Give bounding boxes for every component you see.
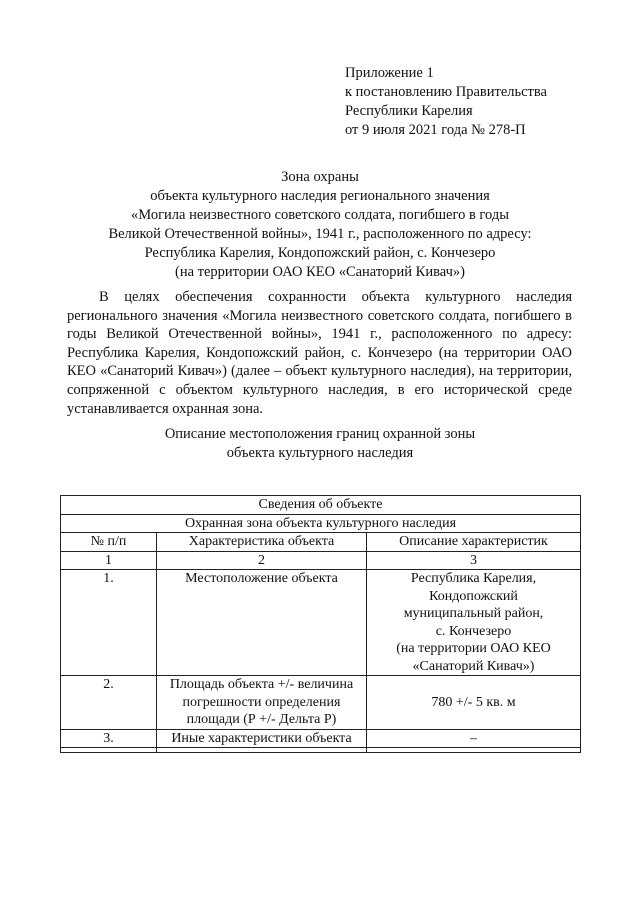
title-line: объекта культурного наследия регионального значения (150, 188, 490, 204)
row-description (367, 729, 581, 748)
column-number: 1 (61, 551, 157, 570)
appendix-line: от 9 июля 2021 года № 278-П (345, 122, 526, 138)
row-characteristic (157, 570, 367, 676)
section-heading (40, 425, 600, 463)
column-number: 2 (157, 551, 367, 570)
title-line: (на территории ОАО КЕО «Санаторий Кивач») (175, 264, 465, 280)
document-title (40, 168, 600, 282)
title-line: Республика Карелия, Кондопожский район, с. Кончезеро (144, 245, 496, 261)
appendix-block (345, 64, 547, 140)
column-number: 3 (367, 551, 581, 570)
row-description (367, 570, 581, 676)
gap-cell (157, 748, 367, 753)
table-column-headers (61, 533, 581, 552)
cell-line: Иные характеристики объекта (171, 730, 352, 746)
object-info-table (60, 495, 581, 753)
cell-line: – (470, 730, 477, 746)
gap-cell (367, 748, 581, 753)
appendix-line: Приложение 1 (345, 65, 434, 81)
column-header-description: Описание характеристик (367, 533, 581, 552)
title-line: Великой Отечественной войны», 1941 г., расположенного по адресу: (108, 226, 532, 242)
gap-cell (61, 748, 157, 753)
row-characteristic (157, 729, 367, 748)
table-column-numbers (61, 551, 581, 570)
row-number: 2. (61, 676, 157, 730)
cell-line: Кондопожский (429, 588, 518, 604)
cell-line: Республика Карелия, (410, 571, 537, 586)
section-heading-line: Описание местоположения границ охранной зоны (164, 426, 476, 442)
cell-line: Площадь объекта +/- величина (169, 677, 354, 692)
row-characteristic (157, 676, 367, 730)
column-header-characteristic: Характеристика объекта (157, 533, 367, 552)
row-number: 1. (61, 570, 157, 676)
cell-line: (на территории ОАО КЕО (396, 641, 551, 656)
title-line: «Могила неизвестного советского солдата, погибшего в годы (131, 207, 509, 223)
cell-line: Местоположение объекта (185, 571, 338, 586)
cell-line: муниципальный район, (403, 606, 544, 621)
cell-line: 780 +/- 5 кв. м (431, 694, 516, 710)
table-gap-row (61, 748, 581, 753)
cell-line: площади (Р +/- Дельта Р) (186, 712, 337, 727)
row-number: 3. (61, 729, 157, 748)
intro-paragraph: В целях обеспечения сохранности объекта культурного наследия регионального значения «Могила неизвестного советского солдата, погибшего в годы Великой Отечественной войны», 1941 г., расположенного по адресу: Республика Карелия, Кондопожский район, с. Кончезеро (на территории ОАО КЕО «Санаторий Кивач») (далее – объект культурного наследия), на территории, сопряженной с объектом культурного наследия, в его исторической среде устанавливается охранная зона. (67, 289, 572, 417)
table-header-info: Сведения об объекте (61, 496, 581, 515)
cell-line: «Санаторий Кивач») (412, 658, 535, 674)
table-row (61, 676, 581, 730)
table-header-row (61, 496, 581, 515)
title-line: Зона охраны (281, 169, 359, 185)
cell-line: с. Кончезеро (435, 623, 512, 639)
column-header-number: № п/п (61, 533, 157, 552)
table-row (61, 570, 581, 676)
row-description (367, 676, 581, 730)
appendix-line: Республики Карелия (345, 103, 473, 119)
section-heading-line: объекта культурного наследия (226, 445, 414, 461)
appendix-line: к постановлению Правительства (345, 84, 547, 100)
table-row (61, 729, 581, 748)
table-header-row (61, 514, 581, 533)
cell-line: погрешности определения (182, 694, 341, 710)
table-header-zone: Охранная зона объекта культурного наследия (61, 514, 581, 533)
